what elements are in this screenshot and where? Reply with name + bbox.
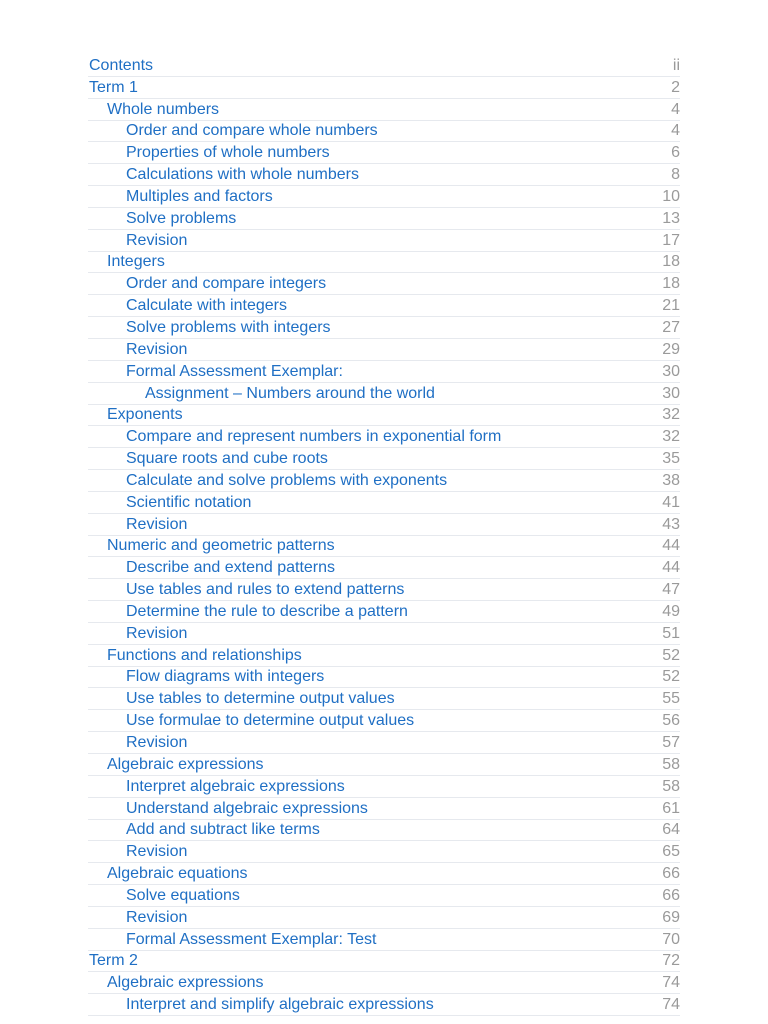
toc-entry-page-number: 27 — [662, 318, 680, 336]
toc-entry[interactable] — [88, 164, 680, 186]
toc-entry-page-number: 10 — [662, 187, 680, 205]
toc-entry-page-number: 29 — [662, 340, 680, 358]
toc-entry[interactable] — [88, 951, 680, 973]
toc-entry-page-number: 2 — [671, 78, 680, 96]
toc-entry[interactable] — [88, 994, 680, 1016]
toc-entry-label[interactable]: Order and compare integers — [126, 275, 327, 293]
toc-entry-page-number: 52 — [662, 646, 680, 664]
toc-entry[interactable] — [88, 208, 680, 230]
toc-entry-label[interactable]: Revision — [126, 231, 188, 249]
toc-entry-page-number: 65 — [662, 843, 680, 861]
toc-entry[interactable] — [88, 99, 680, 121]
toc-entry[interactable] — [88, 426, 680, 448]
toc-entry-page-number: 55 — [662, 690, 680, 708]
toc-entry[interactable] — [88, 186, 680, 208]
toc-entry-page-number: 18 — [662, 253, 680, 271]
toc-entry[interactable] — [88, 841, 680, 863]
toc-entry-label[interactable]: Compare and represent numbers in exponential form — [126, 428, 502, 446]
toc-entry-label[interactable]: Use tables and rules to extend patterns — [126, 581, 405, 599]
toc-entry-page-number: 66 — [662, 865, 680, 883]
toc-entry[interactable] — [88, 405, 680, 427]
toc-entry-page-number: 61 — [662, 799, 680, 817]
toc-entry-page-number: 35 — [662, 450, 680, 468]
toc-entry-label[interactable]: Square roots and cube roots — [126, 450, 328, 468]
toc-entry[interactable] — [88, 295, 680, 317]
toc-entry-page-number: 4 — [671, 100, 680, 118]
toc-entry-label[interactable]: Solve problems — [126, 209, 237, 227]
toc-entry[interactable] — [88, 383, 680, 405]
toc-entry[interactable] — [88, 252, 680, 274]
toc-entry-label[interactable]: Algebraic expressions — [107, 974, 264, 992]
toc-entry-label[interactable]: Add and subtract like terms — [126, 821, 320, 839]
table-of-contents — [88, 55, 680, 1016]
toc-entry-label[interactable]: Describe and extend patterns — [126, 559, 336, 577]
toc-entry-label[interactable]: Order and compare whole numbers — [126, 122, 378, 140]
toc-entry-label[interactable]: Use tables to determine output values — [126, 690, 395, 708]
toc-entry-label[interactable]: Interpret and simplify algebraic expressions — [126, 996, 434, 1014]
toc-entry[interactable] — [88, 339, 680, 361]
toc-entry-label[interactable]: Properties of whole numbers — [126, 144, 330, 162]
toc-entry-page-number: 32 — [662, 406, 680, 424]
toc-entry[interactable] — [88, 645, 680, 667]
toc-entry-label[interactable]: Solve problems with integers — [126, 318, 331, 336]
toc-entry[interactable] — [88, 361, 680, 383]
toc-entry[interactable] — [88, 798, 680, 820]
toc-entry-label[interactable]: Use formulae to determine output values — [126, 712, 415, 730]
toc-entry-page-number: 66 — [662, 886, 680, 904]
toc-entry[interactable] — [88, 885, 680, 907]
toc-entry[interactable] — [88, 667, 680, 689]
toc-entry[interactable] — [88, 492, 680, 514]
toc-entry[interactable] — [88, 470, 680, 492]
toc-entry[interactable] — [88, 121, 680, 143]
toc-entry-label[interactable]: Whole numbers — [107, 100, 220, 118]
toc-entry-page-number: 30 — [662, 384, 680, 402]
toc-entry-page-number: 74 — [662, 974, 680, 992]
toc-entry-page-number: 57 — [662, 734, 680, 751]
toc-entry[interactable] — [88, 688, 680, 710]
toc-entry-label[interactable]: Functions and relationships — [107, 646, 302, 664]
toc-entry-page-number: 18 — [662, 275, 680, 293]
toc-entry-page-number: ii — [672, 56, 680, 74]
toc-entry-label[interactable]: Term 2 — [89, 952, 138, 970]
toc-entry[interactable] — [88, 55, 680, 77]
toc-entry-label[interactable]: Term 1 — [89, 78, 138, 96]
toc-entry-page-number: 44 — [662, 559, 680, 577]
toc-entry-page-number: 8 — [671, 166, 680, 184]
toc-entry-page-number: 70 — [662, 930, 680, 948]
toc-entry[interactable] — [88, 230, 680, 252]
toc-entry-page-number: 4 — [671, 122, 680, 140]
toc-entry-page-number: 56 — [662, 712, 680, 730]
toc-entry-label[interactable]: Numeric and geometric patterns — [107, 537, 335, 555]
toc-entry[interactable] — [88, 557, 680, 579]
toc-entry[interactable] — [88, 820, 680, 842]
toc-entry[interactable] — [88, 972, 680, 994]
toc-entry[interactable] — [88, 754, 680, 776]
toc-entry-label[interactable]: Revision — [126, 908, 188, 926]
toc-entry-page-number: 32 — [662, 428, 680, 446]
toc-entry-label[interactable]: Interpret algebraic expressions — [126, 777, 345, 795]
toc-entry-page-number: 64 — [662, 821, 680, 839]
toc-entry[interactable] — [88, 142, 680, 164]
toc-entry-label[interactable]: Algebraic equations — [107, 865, 248, 883]
toc-entry-page-number: 69 — [662, 908, 680, 926]
toc-entry[interactable] — [88, 732, 680, 754]
toc-entry[interactable] — [88, 514, 680, 536]
toc-entry-label[interactable]: Revision — [126, 734, 188, 751]
toc-entry-label[interactable]: Scientific notation — [126, 493, 252, 511]
toc-entry-label[interactable]: Algebraic expressions — [107, 755, 264, 773]
toc-entry[interactable] — [88, 579, 680, 601]
toc-entry-label[interactable]: Calculations with whole numbers — [126, 166, 359, 184]
toc-entry-page-number: 74 — [662, 996, 680, 1014]
toc-entry-label[interactable]: Revision — [126, 843, 188, 861]
toc-entry-page-number: 6 — [671, 144, 680, 162]
toc-entry[interactable] — [88, 317, 680, 339]
toc-entry-page-number: 58 — [662, 755, 680, 773]
toc-entry[interactable] — [88, 710, 680, 732]
toc-entry-page-number: 51 — [662, 624, 680, 642]
toc-entry[interactable] — [88, 929, 680, 951]
toc-entry-page-number: 21 — [662, 297, 680, 315]
toc-entry-page-number: 13 — [662, 209, 680, 227]
toc-entry-label[interactable]: Assignment – Numbers around the world — [145, 384, 435, 402]
toc-entry-label[interactable]: Revision — [126, 515, 188, 533]
toc-entry-label[interactable]: Flow diagrams with integers — [126, 668, 325, 686]
toc-entry-page-number: 72 — [662, 952, 680, 970]
toc-entry-page-number: 17 — [662, 231, 680, 249]
toc-entry-label[interactable]: Solve equations — [126, 886, 240, 904]
toc-entry-page-number: 43 — [662, 515, 680, 533]
toc-entry[interactable] — [88, 907, 680, 929]
toc-entry[interactable] — [88, 448, 680, 470]
toc-entry-label[interactable]: Multiples and factors — [126, 187, 273, 205]
toc-entry-page-number: 49 — [662, 602, 680, 620]
toc-entry[interactable] — [88, 536, 680, 558]
toc-entry[interactable] — [88, 601, 680, 623]
toc-entry[interactable] — [88, 863, 680, 885]
toc-entry-page-number: 44 — [662, 537, 680, 555]
toc-entry-page-number: 38 — [662, 471, 680, 489]
toc-entry-label[interactable]: Exponents — [107, 406, 183, 424]
toc-entry-label[interactable]: Calculate with integers — [126, 297, 287, 315]
toc-entry-label[interactable]: Contents — [89, 56, 154, 74]
toc-entry-page-number: 30 — [662, 362, 680, 380]
toc-entry-label[interactable]: Determine the rule to describe a pattern — [126, 602, 408, 620]
toc-entry-label[interactable]: Revision — [126, 340, 188, 358]
toc-entry[interactable] — [88, 623, 680, 645]
toc-entry-page-number: 58 — [662, 777, 680, 795]
toc-entry-page-number: 52 — [662, 668, 680, 686]
toc-entry-label[interactable]: Calculate and solve problems with exponents — [126, 471, 448, 489]
toc-entry-label[interactable]: Formal Assessment Exemplar: — [126, 362, 343, 380]
toc-entry[interactable] — [88, 77, 680, 99]
toc-entry-page-number: 47 — [662, 581, 680, 599]
toc-entry-label[interactable]: Integers — [107, 253, 165, 271]
toc-entry-label[interactable]: Revision — [126, 624, 188, 642]
toc-entry-label[interactable]: Understand algebraic expressions — [126, 799, 368, 817]
toc-entry[interactable] — [88, 776, 680, 798]
toc-entry-page-number: 41 — [662, 493, 680, 511]
toc-entry-label[interactable]: Formal Assessment Exemplar: Test — [126, 930, 377, 948]
toc-entry[interactable] — [88, 273, 680, 295]
